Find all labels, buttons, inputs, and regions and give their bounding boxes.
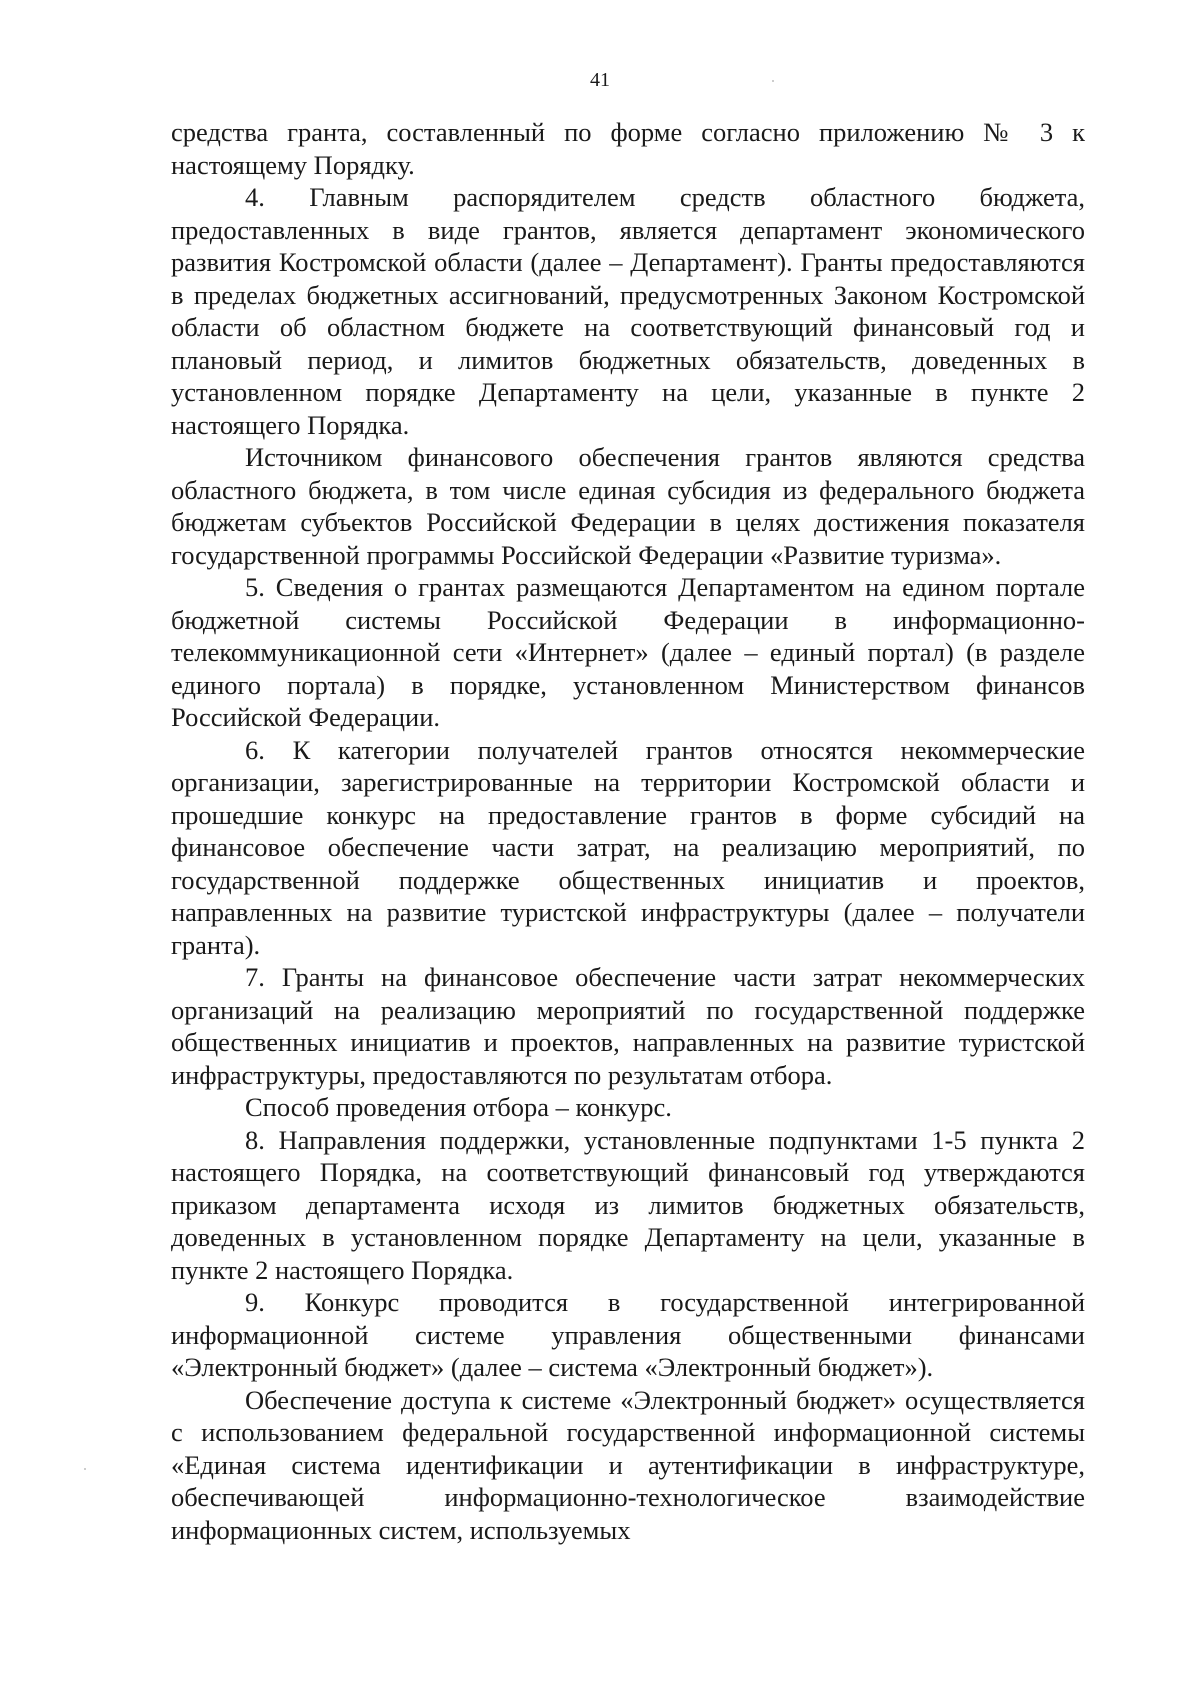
document-body xyxy=(171,116,1085,1546)
paragraph-item-7: 7. Гранты на финансовое обеспечение части затрат некоммерческих организаций на реализацию мероприятий по государственной поддержке общественных инициатив и проектов, направленных на развитие туристской инфраструктуры, предоставляются по результатам отбора. xyxy=(171,962,1085,1090)
scan-speck xyxy=(772,80,774,82)
paragraph-item-4: 4. Главным распорядителем средств областного бюджета, предоставленных в виде грантов, является департамент экономического развития Костромской области (далее – Департамент). Гранты предоставляются в пределах бюджетных ассигнований, предусмотренных Законом Костромской области об областном бюджете на соответствующий финансовый год и плановый период, и лимитов бюджетных обязательств, доведенных в установленном порядке Департаменту на цели, указанные в пункте 2 настоящего Порядка. xyxy=(171,182,1085,440)
paragraph-item-8: 8. Направления поддержки, установленные подпунктами 1-5 пункта 2 настоящего Порядка, на соответствующий финансовый год утверждаются приказом департамента исходя из лимитов бюджетных обязательств, доведенных в установленном порядке Департаменту на цели, указанные в пункте 2 настоящего Порядка. xyxy=(171,1124,1085,1285)
paragraph-continuation: средства гранта, составленный по форме согласно приложению № 3 к настоящему Порядку. xyxy=(171,117,1085,180)
paragraph-item-6: 6. К категории получателей грантов относятся некоммерческие организации, зарегистрированные на территории Костромской области и прошедшие конкурс на предоставление грантов в форме субсидий на финансовое обеспечение части затрат, на реализацию мероприятий, по государственной поддержке общественных инициатив и проектов, направленных на развитие туристской инфраструктуры (далее – получатели гранта). xyxy=(171,734,1085,960)
paragraph-item-9: 9. Конкурс проводится в государственной интегрированной информационной системе управления общественными финансами «Электронный бюджет» (далее – система «Электронный бюджет»). xyxy=(171,1287,1085,1382)
scan-speck xyxy=(84,1468,86,1470)
paragraph-item-5: 5. Сведения о грантах размещаются Департаментом на едином портале бюджетной системы Российской Федерации в информационно-телекоммуникационной сети «Интернет» (далее – единый портал) (в разделе единого портала) в порядке, установленном Министерством финансов Российской Федерации. xyxy=(171,572,1085,732)
paragraph-selection-method: Способ проведения отбора – конкурс. xyxy=(245,1092,672,1122)
page-number: 41 xyxy=(590,69,610,91)
paragraph-funding-source: Источником финансового обеспечения грантов являются средства областного бюджета, в том числе единая субсидия из федерального бюджета бюджетам субъектов Российской Федерации в целях достижения показателя государственной программы Российской Федерации «Развитие туризма». xyxy=(171,442,1085,570)
paragraph-system-access: Обеспечение доступа к системе «Электронный бюджет» осуществляется с использованием федеральной государственной информационной системы «Единая система идентификации и аутентификации в инфраструктуре, обеспечивающей информационно-технологическое взаимодействие информационных систем, используемых xyxy=(171,1384,1085,1545)
